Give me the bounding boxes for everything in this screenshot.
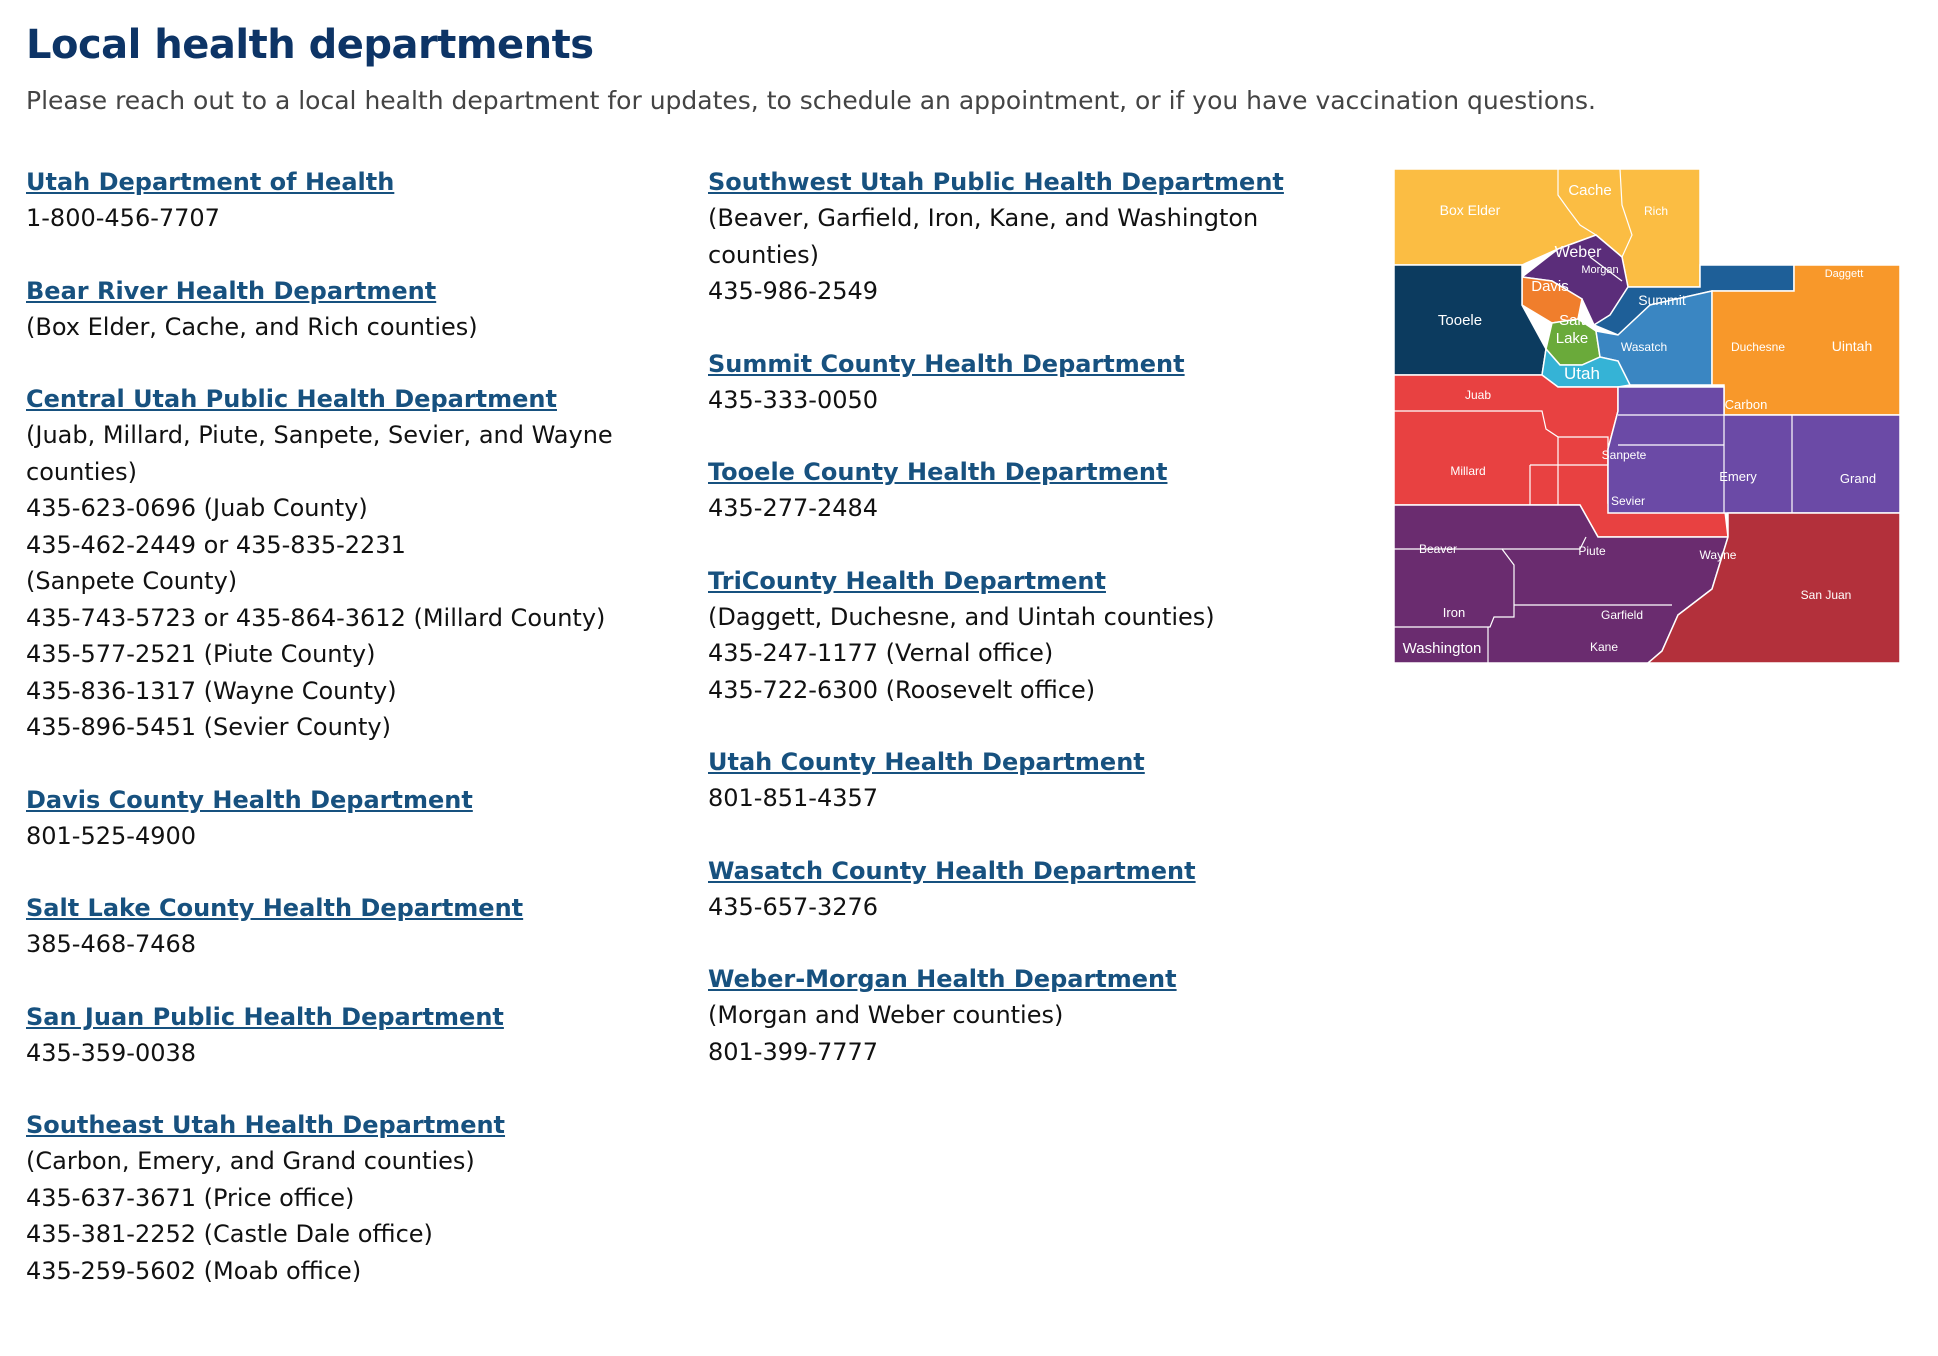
department-info-line: 435-259-5602 (Moab office): [26, 1256, 362, 1285]
map-label-sevier: Sevier: [1610, 494, 1646, 508]
map-label-juab: Juab: [1464, 388, 1492, 402]
department-link[interactable]: TriCounty Health Department: [708, 566, 1106, 595]
department-link[interactable]: Davis County Health Department: [26, 785, 473, 814]
department-info-line: (Daggett, Duchesne, and Uintah counties): [708, 602, 1215, 631]
department-utah-county-health-department: [708, 744, 1348, 817]
map-label-davis: Davis: [1531, 278, 1569, 295]
department-info-line: 801-851-4357: [708, 784, 879, 812]
utah-map-svg: [1382, 165, 1908, 787]
department-salt-lake-county-health-department: [26, 890, 666, 963]
map-label-duchesne: Duchesne: [1730, 340, 1786, 354]
map-label-weber: Weber: [1554, 244, 1602, 261]
page-title: Local health departments: [26, 22, 594, 68]
department-info-line: (Morgan and Weber counties): [708, 1001, 1064, 1029]
department-summit-county-health-department: [708, 346, 1348, 419]
map-label-carbon: Carbon: [1724, 397, 1768, 412]
department-info-line: 435-896-5451 (Sevier County): [26, 713, 391, 741]
department-info-line: 435-577-2521 (Piute County): [26, 640, 376, 668]
department-link[interactable]: Southeast Utah Health Department: [26, 1111, 506, 1139]
department-utah-department-of-health: [26, 164, 666, 237]
map-label-tooele: Tooele: [1437, 312, 1483, 329]
map-label-salt-lake-1: Salt: [1559, 312, 1585, 329]
department-link[interactable]: Wasatch County Health Department: [708, 856, 1196, 885]
department-tooele-county-health-department: [708, 454, 1348, 527]
department-link[interactable]: Southwest Utah Public Health Department: [708, 168, 1284, 196]
department-info-line: (Sanpete County): [26, 567, 238, 595]
map-label-uintah: Uintah: [1831, 338, 1873, 354]
department-link[interactable]: Central Utah Public Health Department: [26, 385, 557, 413]
department-san-juan-public-health-department: [26, 999, 666, 1072]
middle-department-column: [708, 164, 1348, 1106]
department-link[interactable]: Tooele County Health Department: [708, 458, 1168, 486]
department-info-line: 435-743-5723 or 435-864-3612 (Millard County): [26, 603, 606, 632]
map-label-emery: Emery: [1719, 469, 1757, 484]
department-tricounty-health-department: [708, 563, 1348, 709]
department-link[interactable]: Summit County Health Department: [708, 349, 1185, 378]
map-label-sanpete: Sanpete: [1601, 448, 1647, 462]
department-info-line: 435-637-3671 (Price office): [26, 1183, 355, 1212]
department-link[interactable]: San Juan Public Health Department: [26, 1002, 504, 1031]
department-info-line: 435-462-2449 or 435-835-2231: [26, 530, 406, 559]
map-label-iron: Iron: [1442, 605, 1466, 620]
department-info-line: 1-800-456-7707: [26, 204, 220, 232]
department-info-line: 385-468-7468: [26, 930, 197, 958]
department-link[interactable]: Utah County Health Department: [708, 748, 1145, 776]
department-link[interactable]: Weber-Morgan Health Department: [708, 965, 1177, 993]
department-info-line: 801-399-7777: [708, 1037, 879, 1066]
utah-county-map: [1382, 165, 1908, 787]
map-label-box-elder: Box Elder: [1439, 202, 1501, 218]
map-label-cache: Cache: [1568, 182, 1612, 199]
left-department-column: [26, 164, 666, 1325]
map-label-rich: Rich: [1643, 204, 1669, 218]
map-label-salt-lake-2: Lake: [1555, 330, 1589, 347]
map-label-utah: Utah: [1564, 364, 1600, 383]
department-info-line: (Juab, Millard, Piute, Sanpete, Sevier, and Wayne: [26, 421, 613, 449]
department-info-line: 435-986-2549: [708, 277, 879, 305]
department-info-line: 435-381-2252 (Castle Dale office): [26, 1220, 433, 1248]
department-link[interactable]: Utah Department of Health: [26, 168, 395, 196]
department-info-line: counties): [26, 457, 138, 486]
department-southwest-utah-public-health-department: [708, 164, 1348, 310]
department-info-line: 435-623-0696 (Juab County): [26, 494, 368, 522]
department-info-line: counties): [708, 240, 820, 269]
map-label-grand: Grand: [1839, 471, 1877, 486]
department-davis-county-health-department: [26, 782, 666, 855]
intro-text: Please reach out to a local health department for updates, to schedule an appointment, or if you have vaccination questions.: [26, 86, 1596, 115]
department-central-utah-public-health-department: [26, 381, 666, 746]
map-label-beaver: Beaver: [1418, 542, 1458, 556]
map-label-millard: Millard: [1450, 464, 1486, 478]
department-info-line: 801-525-4900: [26, 821, 197, 850]
department-info-line: (Box Elder, Cache, and Rich counties): [26, 312, 478, 341]
map-label-morgan: Morgan: [1581, 264, 1619, 276]
department-southeast-utah-health-department: [26, 1107, 666, 1289]
map-label-summit: Summit: [1638, 292, 1686, 308]
map-label-wasatch: Wasatch: [1620, 340, 1668, 354]
map-label-san-juan: San Juan: [1800, 588, 1852, 602]
department-info-line: 435-359-0038: [26, 1038, 197, 1067]
department-info-line: 435-722-6300 (Roosevelt office): [708, 675, 1096, 704]
department-info-line: 435-277-2484: [708, 494, 879, 522]
map-label-garfield: Garfield: [1600, 608, 1644, 622]
map-label-wayne: Wayne: [1699, 548, 1737, 562]
department-weber-morgan-health-department: [708, 961, 1348, 1070]
department-info-line: 435-836-1317 (Wayne County): [26, 676, 397, 705]
department-info-line: (Carbon, Emery, and Grand counties): [26, 1147, 475, 1175]
department-link[interactable]: Bear River Health Department: [26, 276, 437, 305]
map-label-kane: Kane: [1589, 640, 1619, 654]
department-info-line: (Beaver, Garfield, Iron, Kane, and Washington: [708, 204, 1259, 232]
department-info-line: 435-333-0050: [708, 385, 879, 414]
department-info-line: 435-657-3276: [708, 892, 879, 921]
map-label-daggett: Daggett: [1824, 268, 1864, 280]
department-link[interactable]: Salt Lake County Health Department: [26, 894, 524, 922]
map-label-piute: Piute: [1578, 544, 1606, 558]
department-bear-river-health-department: [26, 273, 666, 346]
department-wasatch-county-health-department: [708, 853, 1348, 926]
map-label-washington: Washington: [1402, 640, 1482, 657]
department-info-line: 435-247-1177 (Vernal office): [708, 639, 1054, 667]
